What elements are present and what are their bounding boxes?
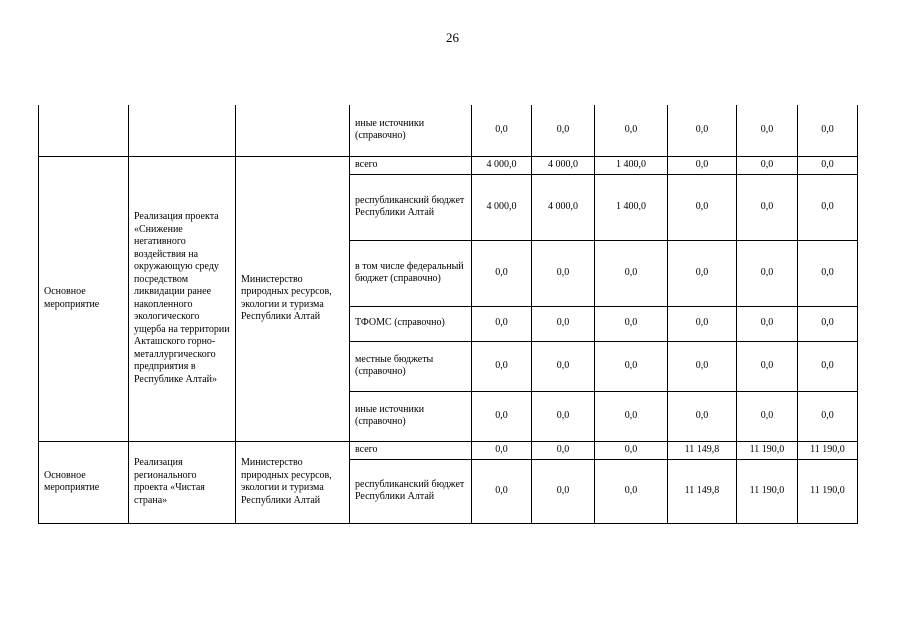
value-cell: 0,0 [798, 341, 858, 391]
empty-cell [236, 105, 350, 156]
funding-source-cell: в том числе федеральный бюджет (справочно) [350, 240, 472, 306]
value-cell: 0,0 [798, 391, 858, 441]
value-cell: 0,0 [472, 391, 532, 441]
value-cell: 0,0 [668, 174, 737, 240]
value-cell: 11 190,0 [798, 441, 858, 459]
value-cell: 0,0 [798, 174, 858, 240]
value-cell: 0,0 [668, 240, 737, 306]
value-cell: 4 000,0 [472, 174, 532, 240]
table-row [39, 156, 858, 174]
value-cell: 0,0 [668, 391, 737, 441]
responsible-executor-cell: Министерство природных ресурсов, экологии и туризма Республики Алтай [236, 441, 350, 523]
value-cell: 0,0 [668, 306, 737, 341]
funding-source-cell: ТФОМС (справочно) [350, 306, 472, 341]
funding-table [38, 105, 858, 524]
value-cell: 0,0 [595, 240, 668, 306]
value-cell: 0,0 [532, 341, 595, 391]
value-cell: 4 000,0 [532, 156, 595, 174]
value-cell: 0,0 [532, 391, 595, 441]
value-cell: 0,0 [595, 105, 668, 156]
value-cell: 0,0 [472, 341, 532, 391]
activity-description-cell: Реализация регионального проекта «Чистая страна» [129, 441, 236, 523]
empty-cell [129, 105, 236, 156]
value-cell: 1 400,0 [595, 174, 668, 240]
value-cell: 11 149,8 [668, 459, 737, 523]
value-cell: 0,0 [737, 174, 798, 240]
funding-source-cell: иные источники (справочно) [350, 391, 472, 441]
value-cell: 0,0 [532, 306, 595, 341]
value-cell: 0,0 [737, 391, 798, 441]
funding-source-cell: иные источники (справочно) [350, 105, 472, 156]
table-row [39, 105, 858, 156]
value-cell: 0,0 [532, 240, 595, 306]
responsible-executor-cell: Министерство природных ресурсов, экологии и туризма Республики Алтай [236, 156, 350, 441]
value-cell: 0,0 [472, 306, 532, 341]
value-cell: 4 000,0 [472, 156, 532, 174]
value-cell: 0,0 [668, 341, 737, 391]
value-cell: 0,0 [798, 156, 858, 174]
funding-source-cell: республиканский бюджет Республики Алтай [350, 459, 472, 523]
activity-description-cell: Реализация проекта «Снижение негативного воздействия на окружающую среду посредством ликвидации ранее накопленного экологического ущерба на территории Акташского горно-металлургического предприятия в Республике Алтай» [129, 156, 236, 441]
funding-source-cell: всего [350, 156, 472, 174]
value-cell: 0,0 [595, 341, 668, 391]
table-row [39, 441, 858, 459]
value-cell: 0,0 [595, 306, 668, 341]
value-cell: 0,0 [532, 459, 595, 523]
value-cell: 0,0 [472, 240, 532, 306]
value-cell: 0,0 [532, 441, 595, 459]
value-cell: 0,0 [798, 240, 858, 306]
value-cell: 4 000,0 [532, 174, 595, 240]
value-cell: 1 400,0 [595, 156, 668, 174]
funding-source-cell: всего [350, 441, 472, 459]
value-cell: 0,0 [798, 306, 858, 341]
value-cell: 11 190,0 [737, 441, 798, 459]
value-cell: 0,0 [737, 341, 798, 391]
activity-type-cell: Основное мероприятие [39, 156, 129, 441]
value-cell: 0,0 [798, 105, 858, 156]
value-cell: 0,0 [737, 105, 798, 156]
value-cell: 0,0 [472, 441, 532, 459]
value-cell: 0,0 [737, 240, 798, 306]
value-cell: 0,0 [595, 441, 668, 459]
value-cell: 0,0 [668, 105, 737, 156]
value-cell: 0,0 [737, 156, 798, 174]
value-cell: 11 190,0 [737, 459, 798, 523]
value-cell: 0,0 [532, 105, 595, 156]
empty-cell [39, 105, 129, 156]
page-number: 26 [446, 30, 459, 45]
value-cell: 0,0 [595, 459, 668, 523]
activity-type-cell: Основное мероприятие [39, 441, 129, 523]
value-cell: 0,0 [668, 156, 737, 174]
value-cell: 11 149,8 [668, 441, 737, 459]
value-cell: 0,0 [737, 306, 798, 341]
value-cell: 0,0 [595, 391, 668, 441]
value-cell: 0,0 [472, 459, 532, 523]
value-cell: 0,0 [472, 105, 532, 156]
value-cell: 11 190,0 [798, 459, 858, 523]
funding-source-cell: республиканский бюджет Республики Алтай [350, 174, 472, 240]
funding-source-cell: местные бюджеты (справочно) [350, 341, 472, 391]
